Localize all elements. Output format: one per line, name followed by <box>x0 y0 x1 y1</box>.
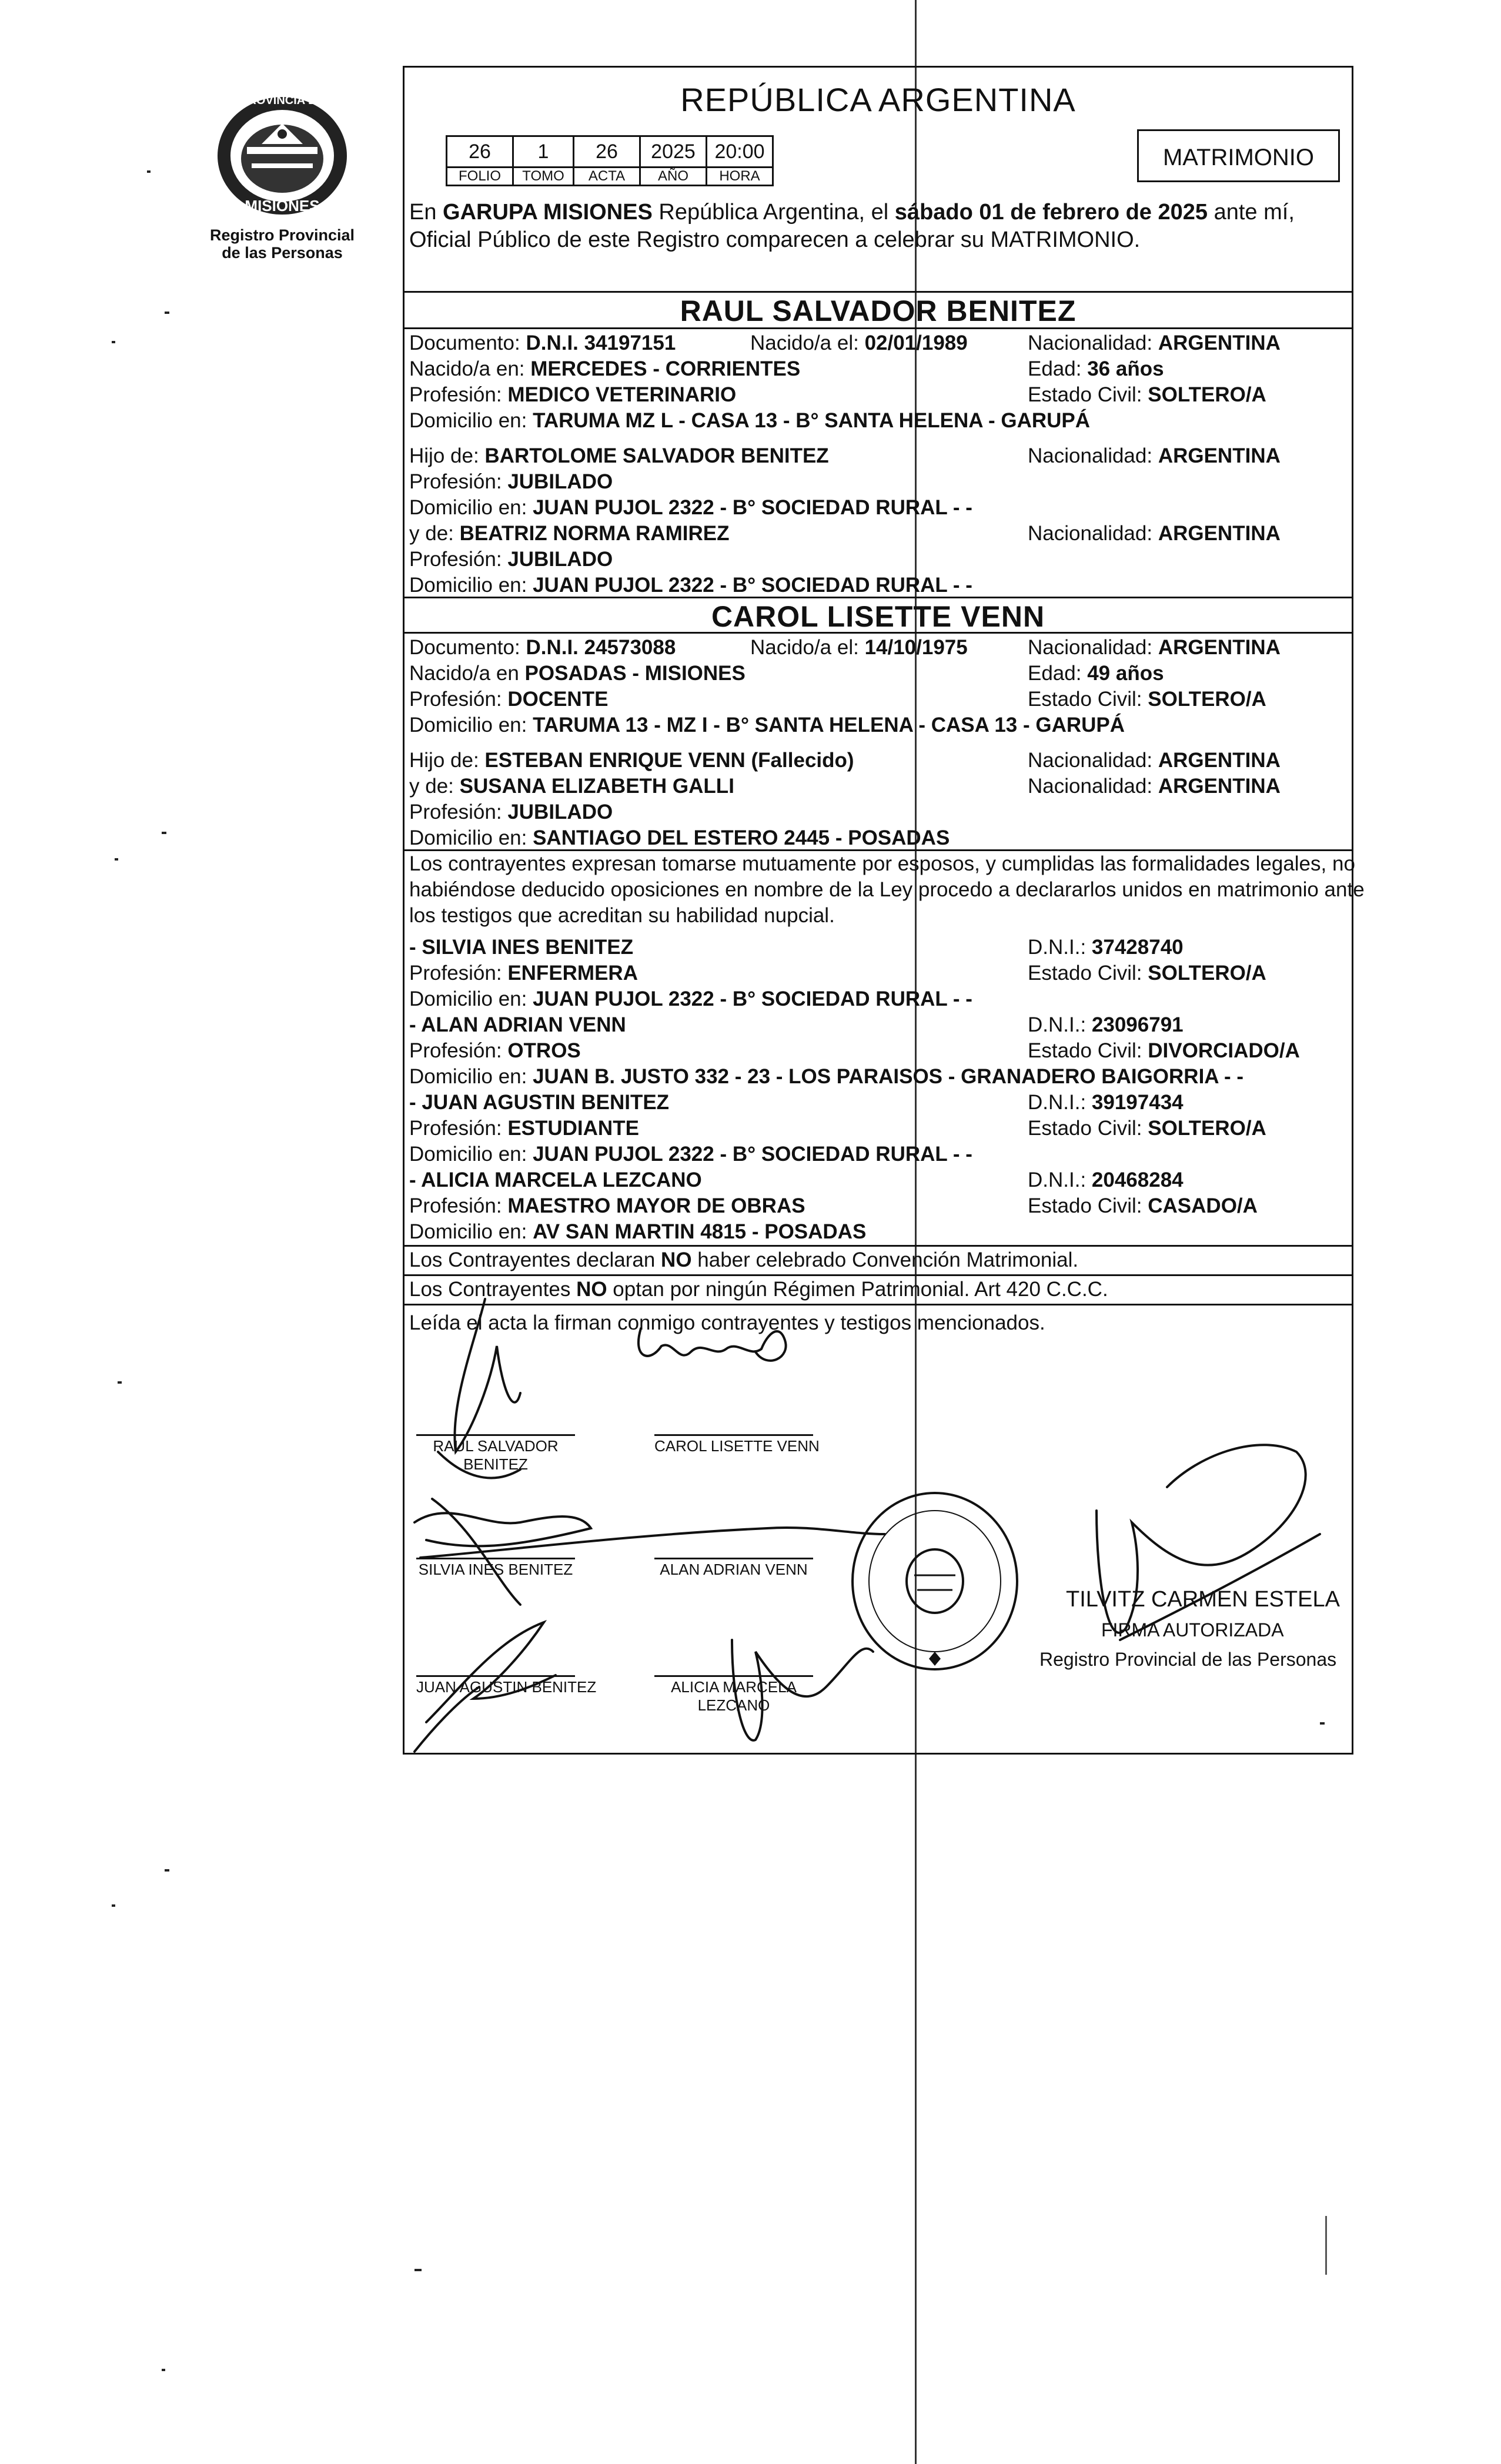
tomo-label: TOMO <box>513 168 574 186</box>
witness-4-dni: D.N.I.: 20468284 <box>1028 1169 1184 1191</box>
witness-1-name: - SILVIA INES BENITEZ <box>409 936 634 959</box>
official-registry: Registro Provincial de las Personas <box>1039 1649 1337 1670</box>
witness-3-signature <box>426 1622 556 1722</box>
scan-speck <box>112 341 115 343</box>
bride-document: Documento: D.N.I. 24573088 <box>409 636 676 659</box>
groom-mother: y de: BEATRIZ NORMA RAMIREZ <box>409 522 730 545</box>
bride-signature-label: CAROL LISETTE VENN <box>654 1437 820 1455</box>
scan-speck <box>115 858 118 861</box>
witness-3-dni: D.N.I.: 39197434 <box>1028 1091 1184 1114</box>
registry-stamp-icon <box>847 1487 1023 1675</box>
convention-line-1: Los Contrayentes declaran NO haber celebrado Convención Matrimonial. <box>409 1248 1079 1271</box>
closing-statement: Leída el acta la firman conmigo contrayentes y testigos mencionados. <box>409 1311 1045 1334</box>
groom-nationality: Nacionalidad: ARGENTINA <box>1028 332 1281 354</box>
reference-table <box>446 135 774 186</box>
groom-father-nationality: Nacionalidad: ARGENTINA <box>1028 444 1281 467</box>
bride-mother: y de: SUSANA ELIZABETH GALLI <box>409 775 734 798</box>
intro-line-1: En GARUPA MISIONES República Argentina, el sábado 01 de febrero de 2025 ante mí, <box>409 200 1295 225</box>
groom-document: Documento: D.N.I. 34197151 <box>409 332 676 354</box>
tomo-value: 1 <box>513 136 574 168</box>
groom-age: Edad: 36 años <box>1028 357 1164 380</box>
hora-value: 20:00 <box>707 136 773 168</box>
witness-4-name: - ALICIA MARCELA LEZCANO <box>409 1169 702 1191</box>
folio-value: 26 <box>447 136 513 168</box>
bride-address: Domicilio en: TARUMA 13 - MZ I - B° SANTA HELENA - CASA 13 - GARUPÁ <box>409 714 1125 736</box>
scan-speck <box>112 1904 115 1907</box>
declaration-line-3: los testigos que acreditan su habilidad nupcial. <box>409 904 835 927</box>
scan-speck <box>147 170 151 173</box>
groom-civil-status: Estado Civil: SOLTERO/A <box>1028 383 1266 406</box>
acta-value: 26 <box>574 136 640 168</box>
bride-profession: Profesión: DOCENTE <box>409 688 609 711</box>
divider <box>404 849 1352 851</box>
bride-father: Hijo de: ESTEBAN ENRIQUE VENN (Fallecido) <box>409 749 854 772</box>
groom-mother-nationality: Nacionalidad: ARGENTINA <box>1028 522 1281 545</box>
witness-2-profession: Profesión: OTROS <box>409 1039 581 1062</box>
bride-birthplace: Nacido/a en POSADAS - MISIONES <box>409 662 746 685</box>
groom-address: Domicilio en: TARUMA MZ L - CASA 13 - B° SANTA HELENA - GARUPÁ <box>409 409 1091 432</box>
witness-3-civil-status: Estado Civil: SOLTERO/A <box>1028 1117 1266 1140</box>
witness-1-signature-label: SILVIA INES BENITEZ <box>418 1561 573 1578</box>
folio-label: FOLIO <box>447 168 513 186</box>
declaration-line-1: Los contrayentes expresan tomarse mutuamente por esposos, y cumplidas las formalidades legales, no <box>409 852 1355 875</box>
official-authorized: FIRMA AUTORIZADA <box>1101 1619 1284 1641</box>
bride-mother-profession: Profesión: JUBILADO <box>409 801 613 823</box>
registry-name-line1: Registro Provincial <box>209 226 355 244</box>
bride-mother-nationality: Nacionalidad: ARGENTINA <box>1028 775 1281 798</box>
bride-father-nationality: Nacionalidad: ARGENTINA <box>1028 749 1281 772</box>
divider <box>404 327 1352 329</box>
divider <box>404 291 1352 293</box>
official-signature <box>1097 1445 1306 1633</box>
groom-profession: Profesión: MEDICO VETERINARIO <box>409 383 737 406</box>
witness-2-signature-label: ALAN ADRIAN VENN <box>660 1561 808 1578</box>
document-type-box: MATRIMONIO <box>1137 129 1340 182</box>
witness-3-name: - JUAN AGUSTIN BENITEZ <box>409 1091 670 1114</box>
groom-father: Hijo de: BARTOLOME SALVADOR BENITEZ <box>409 444 829 467</box>
scan-speck <box>165 1869 169 1872</box>
groom-birthdate: Nacido/a el: 02/01/1989 <box>750 332 968 354</box>
witness-3-address: Domicilio en: JUAN PUJOL 2322 - B° SOCIEDAD RURAL - - <box>409 1143 972 1166</box>
seal-top-text: PROVINCIA DE <box>240 94 325 107</box>
bride-name-heading: CAROL LISETTE VENN <box>711 600 1045 633</box>
witness-4-profession: Profesión: MAESTRO MAYOR DE OBRAS <box>409 1194 805 1217</box>
scan-speck <box>118 1381 122 1384</box>
bride-birthdate: Nacido/a el: 14/10/1975 <box>750 636 968 659</box>
scan-speck <box>165 312 169 314</box>
witness-3-profession: Profesión: ESTUDIANTE <box>409 1117 639 1140</box>
scan-speck <box>162 832 166 834</box>
ano-value: 2025 <box>640 136 707 168</box>
republic-title: REPÚBLICA ARGENTINA <box>680 81 1076 118</box>
registry-name-line2: de las Personas <box>222 244 343 262</box>
divider <box>404 1245 1352 1247</box>
groom-father-profession: Profesión: JUBILADO <box>409 470 613 493</box>
official-name: TILVITZ CARMEN ESTELA <box>1066 1587 1340 1612</box>
witness-1-address: Domicilio en: JUAN PUJOL 2322 - B° SOCIEDAD RURAL - - <box>409 987 972 1010</box>
groom-mother-address: Domicilio en: JUAN PUJOL 2322 - B° SOCIEDAD RURAL - - <box>409 574 972 597</box>
groom-mother-profession: Profesión: JUBILADO <box>409 548 613 571</box>
bride-mother-address: Domicilio en: SANTIAGO DEL ESTERO 2445 - POSADAS <box>409 826 950 849</box>
convention-line-2: Los Contrayentes NO optan por ningún Régimen Patrimonial. Art 420 C.C.C. <box>409 1278 1108 1301</box>
groom-birthplace: Nacido/a en: MERCEDES - CORRIENTES <box>409 357 801 380</box>
witness-1-dni: D.N.I.: 37428740 <box>1028 936 1184 959</box>
groom-signature-label: RAUL SALVADOR BENITEZ <box>433 1437 559 1473</box>
acta-label: ACTA <box>574 168 640 186</box>
divider <box>404 632 1352 634</box>
divider <box>404 597 1352 598</box>
bride-nationality: Nacionalidad: ARGENTINA <box>1028 636 1281 659</box>
witness-4-address: Domicilio en: AV SAN MARTIN 4815 - POSADAS <box>409 1220 867 1243</box>
bride-signature <box>638 1328 786 1361</box>
scan-speck <box>162 2369 165 2371</box>
witness-1-profession: Profesión: ENFERMERA <box>409 962 638 985</box>
seal-bottom-text: MISIONES <box>245 197 320 215</box>
intro-line-2: Oficial Público de este Registro comparecen a celebrar su MATRIMONIO. <box>409 227 1141 252</box>
witness-4-civil-status: Estado Civil: CASADO/A <box>1028 1194 1258 1217</box>
witness-3-signature-label: JUAN AGUSTIN BENITEZ <box>416 1678 597 1696</box>
hora-label: HORA <box>707 168 773 186</box>
bride-age: Edad: 49 años <box>1028 662 1164 685</box>
bride-civil-status: Estado Civil: SOLTERO/A <box>1028 688 1266 711</box>
witness-2-name: - ALAN ADRIAN VENN <box>409 1013 626 1036</box>
witness-2-address: Domicilio en: JUAN B. JUSTO 332 - 23 - LOS PARAISOS - GRANADERO BAIGORRIA - - <box>409 1065 1244 1088</box>
scan-speck <box>414 2269 422 2271</box>
groom-name-heading: RAUL SALVADOR BENITEZ <box>680 294 1077 327</box>
witness-4-signature-label: ALICIA MARCELA LEZCANO <box>671 1678 797 1714</box>
groom-father-address: Domicilio en: JUAN PUJOL 2322 - B° SOCIEDAD RURAL - - <box>409 496 972 519</box>
witness-1-signature <box>414 1513 591 1546</box>
witness-2-dni: D.N.I.: 23096791 <box>1028 1013 1184 1036</box>
ano-label: AÑO <box>640 168 707 186</box>
scan-mark <box>1325 2216 1327 2275</box>
witness-2-civil-status: Estado Civil: DIVORCIADO/A <box>1028 1039 1300 1062</box>
declaration-line-2: habiéndose deducido oposiciones en nombre de la Ley procedo a declararlos unidos en matrimonio ante <box>409 878 1365 901</box>
groom-signature <box>454 1299 520 1452</box>
witness-1-civil-status: Estado Civil: SOLTERO/A <box>1028 962 1266 985</box>
